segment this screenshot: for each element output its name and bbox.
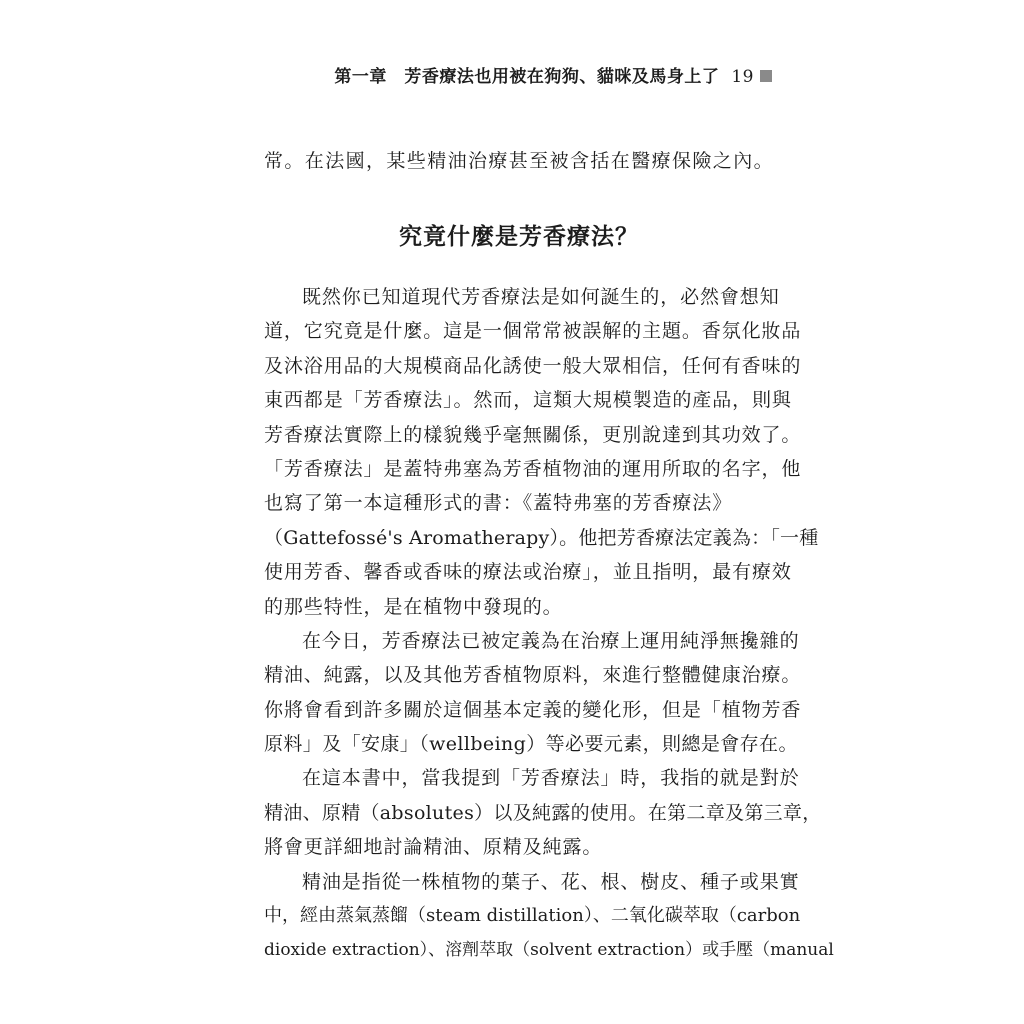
body-line: dioxide extraction）、溶劑萃取（solvent extraction）或手壓（manual (264, 940, 834, 961)
body-line: 東西都是「芳香療法」。然而，這類大規模製造的產品，則與 (264, 389, 792, 412)
body-line: 也寫了第一本這種形式的書：《蓋特弗塞的芳香療法》 (264, 492, 733, 515)
chapter-title: 第一章 芳香療法也用被在狗狗、貓咪及馬身上了 (334, 67, 720, 87)
body-line: 原料」及「安康」（wellbeing）等必要元素，則總是會存在。 (264, 733, 798, 756)
body-line: 精油、純露，以及其他芳香植物原料，來進行整體健康治療。 (264, 664, 802, 687)
body-line: 「芳香療法」是蓋特弗塞為芳香植物油的運用所取的名字，他 (264, 457, 802, 480)
carryover-line: 常。在法國，某些精油治療甚至被含括在醫療保險之內。 (264, 150, 775, 172)
body-line: 及沐浴用品的大規模商品化誘使一般大眾相信，任何有香味的 (264, 354, 802, 377)
body-line: 在這本書中，當我提到「芳香療法」時，我指的就是對於 (302, 767, 800, 790)
body-line: 精油是指從一株植物的葉子、花、根、樹皮、種子或果實 (302, 870, 800, 893)
running-header (334, 62, 772, 87)
body-line: 道，它究竟是什麼。這是一個常常被誤解的主題。香氛化妝品 (264, 320, 802, 343)
body-line: （Gattefossé's Aromatherapy）。他把芳香療法定義為：「一種 (264, 526, 819, 549)
body-line: 精油、原精（absolutes）以及純露的使用。在第二章及第三章， (264, 801, 822, 824)
page-marker-square-icon (760, 70, 772, 82)
body-text (264, 280, 834, 968)
section-title: 究竟什麼是芳香療法？ (399, 223, 639, 250)
page-number: 19 (731, 67, 754, 87)
body-line: 既然你已知道現代芳香療法是如何誕生的，必然會想知 (302, 286, 780, 308)
body-line: 中，經由蒸氣蒸餾（steam distillation）、二氧化碳萃取（carbon (264, 905, 801, 927)
body-line: 你將會看到許多關於這個基本定義的變化形，但是「植物芳香 (264, 698, 802, 721)
body-line: 使用芳香、馨香或香味的療法或治療」，並且指明，最有療效 (264, 561, 792, 584)
body-line: 芳香療法實際上的樣貌幾乎毫無關係，更別說達到其功效了。 (264, 423, 802, 446)
body-line: 將會更詳細地討論精油、原精及純露。 (264, 836, 603, 859)
body-line: 的那些特性，是在植物中發現的。 (264, 595, 563, 618)
body-line: 在今日，芳香療法已被定義為在治療上運用純淨無攙雜的 (302, 629, 800, 652)
